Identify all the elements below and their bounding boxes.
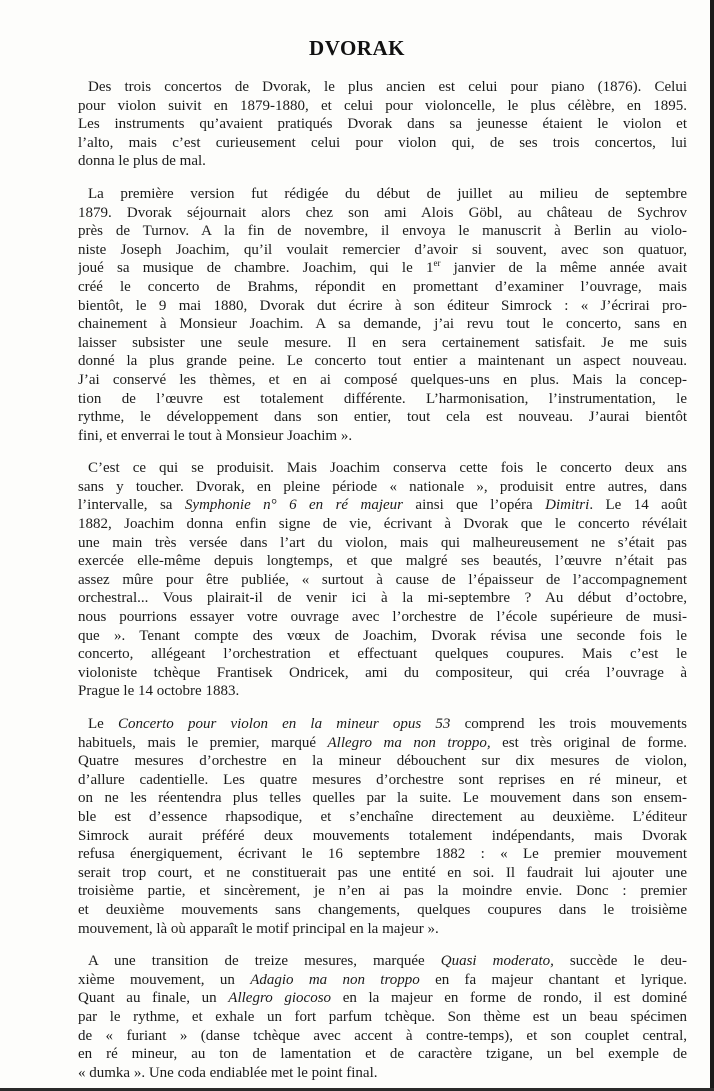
- paragraph: [78, 78, 687, 171]
- text-line: [78, 204, 687, 223]
- text-line: [78, 534, 687, 553]
- text-line: [78, 371, 687, 390]
- text-run: d’allure cadentielle. Les quatre mesures d’orchestre sont reprises en ré mineur, et: [78, 771, 687, 788]
- text-run: Prague le 14 octobre 1883.: [78, 683, 240, 700]
- superscript: er: [433, 259, 441, 269]
- text-run: troisième partie, et sincèrement, je n’en ai pas la moindre envie. Donc : premier: [78, 883, 687, 900]
- text-run: Les instruments qu’avaient pratiqués Dvorak dans sa jeunesse étaient le violon et: [78, 116, 687, 133]
- text-run: donné la plus grande peine. Le concerto tout entier a maintenant un aspect nouveau.: [78, 353, 687, 370]
- article-body: [78, 78, 687, 1091]
- text-run: l’alto, mais c’est curieusement celui pour violon qui, de ses trois concertos, lui: [78, 134, 687, 151]
- italic-title: Allegro giocoso: [228, 990, 332, 1007]
- text-line: [78, 222, 687, 241]
- text-line: [78, 682, 687, 701]
- text-line: [78, 571, 687, 590]
- text-run: bientôt, le 9 mai 1880, Dvorak dut écrire à son éditeur Simrock : « J’écrirai pro-: [78, 297, 687, 314]
- text-line: [78, 734, 687, 753]
- text-line: [78, 715, 687, 734]
- text-run: sans y toucher. Dvorak, en pleine période « nationale », produisit entre autres, dans: [78, 478, 687, 495]
- text-line: [78, 297, 687, 316]
- text-line: [78, 971, 687, 990]
- text-line: [78, 408, 687, 427]
- text-run: et deuxième mouvements sans changements, quelques coupures dans le troisième: [78, 901, 687, 918]
- text-line: [78, 478, 687, 497]
- text-run: Le: [88, 716, 118, 732]
- paragraph: [78, 459, 687, 701]
- text-run: janvier de la même année avait: [440, 260, 687, 277]
- text-line: [78, 1064, 687, 1083]
- text-run: nous pourrions essayer votre ouvrage avec l’orchestre de l’école supérieure de musi-: [78, 609, 687, 626]
- text-line: [78, 515, 687, 534]
- text-run: Simrock aurait préféré deux mouvements totalement indépendants, mais Dvorak: [78, 827, 687, 844]
- text-run: assez mûre pour être publiée, « surtout à cause de l’épaisseur de l’accompagnement: [78, 571, 687, 588]
- text-run: fini, et enverrai le tout à Monsieur Joachim ».: [78, 427, 353, 444]
- text-run: comprend les trois mouvements: [450, 716, 687, 732]
- text-run: que ». Tenant compte des vœux de Joachim, Dvorak révisa une seconde fois le: [78, 627, 687, 644]
- text-line: [78, 390, 687, 409]
- text-line: [78, 152, 687, 171]
- text-run: créé le concerto de Brahms, répondit en promettant d’examiner l’ouvrage, mais: [78, 278, 687, 295]
- text-run: habituels, mais le premier, marqué: [78, 734, 328, 751]
- italic-title: Allegro ma non troppo,: [327, 734, 491, 751]
- text-line: [78, 115, 687, 134]
- text-run: Des trois concertos de Dvorak, le plus ancien est celui pour piano (1876). Celui: [88, 79, 687, 95]
- text-line: [78, 334, 687, 353]
- text-line: [78, 664, 687, 683]
- text-line: [78, 552, 687, 571]
- text-run: rythme, le développement dans son entier, tout cela est nouveau. J’aurai bientôt: [78, 409, 687, 426]
- text-run: Quatre mesures d’orchestre en la mineur débouchent sur dix mesures de violon,: [78, 753, 687, 770]
- paragraph: [78, 715, 687, 938]
- text-run: ble est d’essence rhapsodique, et s’enchaîne directement au deuxième. L’éditeur: [78, 808, 687, 825]
- text-line: [78, 1027, 687, 1046]
- text-line: [78, 1008, 687, 1027]
- italic-title: Dimitri: [545, 497, 590, 514]
- text-run: près de Turnov. A la fin de novembre, il envoya le manuscrit à Berlin au violo-: [78, 223, 687, 240]
- text-run: exercée elle-même depuis longtemps, et que malgré ses beautés, l’œuvre n’était pas: [78, 553, 687, 570]
- text-run: en la majeur en forme de rondo, il est dominé: [331, 990, 687, 1007]
- text-line: [78, 97, 687, 116]
- text-line: [78, 185, 687, 204]
- text-line: [78, 952, 687, 971]
- text-run: « dumka ». Une coda endiablée met le point final.: [78, 1064, 378, 1081]
- text-run: J’ai conservé les thèmes, et en ai composé quelques-uns en plus. Mais la concep-: [78, 371, 687, 388]
- text-line: [78, 752, 687, 771]
- text-line: [78, 989, 687, 1008]
- text-line: [78, 352, 687, 371]
- text-line: [78, 278, 687, 297]
- paragraph: [78, 952, 687, 1082]
- text-run: l’intervalle, sa: [78, 497, 185, 514]
- text-run: en fa majeur chantant et lyrique.: [419, 971, 687, 988]
- scan-edge: [710, 0, 714, 1091]
- text-run: niste Joseph Joachim, qu’il voulait remercier d’avoir si souvent, avec son quatuor,: [78, 241, 687, 258]
- text-line: [78, 496, 687, 515]
- text-line: [78, 901, 687, 920]
- italic-title: Quasi moderato,: [440, 953, 554, 970]
- text-line: [78, 78, 687, 97]
- text-line: [78, 808, 687, 827]
- text-run: mouvement, là où apparaît le motif principal en la majeur ».: [78, 920, 439, 937]
- text-line: [78, 459, 687, 478]
- text-run: pour violon suivit en 1879-1880, et celui pour violoncelle, le plus célèbre, en 1895.: [78, 97, 687, 114]
- text-run: ainsi que l’opéra: [402, 497, 546, 514]
- text-run: refusa énergiquement, écrivant le 16 septembre 1882 : « Le premier mouvement: [78, 846, 687, 863]
- text-run: succède le deu-: [553, 953, 687, 970]
- text-line: [78, 920, 687, 939]
- text-run: on ne les réentendra plus telles quelles par la suite. Le mouvement dans son ensem-: [78, 790, 687, 807]
- text-run: joué sa musique de chambre. Joachim, qui le 1: [78, 260, 434, 277]
- text-line: [78, 608, 687, 627]
- italic-title: Adagio ma non troppo: [250, 971, 420, 988]
- text-run: serait trop court, et ne constituerait pas une entité en soi. Il faudrait lui ajouter une: [78, 864, 687, 881]
- text-run: 1882, Joachim donna enfin signe de vie, écrivant à Dvorak que le concerto révélait: [78, 516, 687, 533]
- text-line: [78, 427, 687, 446]
- text-line: [78, 589, 687, 608]
- text-line: [78, 827, 687, 846]
- page-title: DVORAK: [309, 36, 405, 60]
- text-run: est très original de forme.: [490, 734, 687, 751]
- text-run: en ré mineur, au ton de lamentation et de caractère tzigane, un bel exemple de: [78, 1046, 687, 1063]
- text-run: A une transition de treize mesures, marquée: [88, 953, 441, 970]
- italic-title: Concerto pour violon en la mineur opus 53: [117, 716, 451, 732]
- text-run: C’est ce qui se produisit. Mais Joachim conserva cette fois le concerto deux ans: [88, 460, 687, 477]
- text-run: concerto, allégeant l’orchestration et effectuant quelques coupures. Mais c’est le: [78, 646, 687, 663]
- text-run: La première version fut rédigée du début de juillet au milieu de septembre: [88, 185, 687, 202]
- italic-title: Symphonie n° 6 en ré majeur: [184, 497, 403, 514]
- text-run: tion de l’œuvre est totalement différente. L’harmonisation, l’instrumentation, le: [78, 390, 687, 407]
- text-run: par le rythme, et exhale un fort parfum tchèque. Son thème est un beau spécimen: [78, 1008, 687, 1025]
- text-run: . Le 14 août: [589, 497, 687, 514]
- text-line: [78, 1045, 687, 1064]
- text-line: [78, 259, 687, 278]
- text-run: xième mouvement, un: [78, 971, 251, 988]
- text-line: [78, 864, 687, 883]
- text-run: Quant au finale, un: [78, 990, 229, 1007]
- text-line: [78, 882, 687, 901]
- text-run: chainement à Monsieur Joachim. A sa demande, j’ai revu tout le concerto, sans en: [78, 316, 687, 333]
- text-run: de « furiant » (danse tchèque avec accent à contre-temps), et son couplet central,: [78, 1027, 687, 1044]
- text-line: [78, 241, 687, 260]
- text-line: [78, 789, 687, 808]
- text-line: [78, 771, 687, 790]
- text-run: 1879. Dvorak séjournait alors chez son ami Alois Göbl, au château de Sychrov: [78, 204, 687, 221]
- text-line: [78, 134, 687, 153]
- text-run: orchestral... Vous plairait-il de venir ici à la mi-septembre ? Au début d’octobre,: [78, 590, 687, 607]
- text-run: violoniste tchèque Frantisek Ondricek, ami du compositeur, qui créa l’ouvrage à: [78, 664, 687, 681]
- text-line: [78, 645, 687, 664]
- text-line: [78, 845, 687, 864]
- paragraph: [78, 185, 687, 445]
- text-run: laisser subsister une seule mesure. Il en sera certainement satisfait. Je me suis: [78, 334, 687, 351]
- text-run: donna le plus de mal.: [78, 153, 206, 170]
- text-line: [78, 627, 687, 646]
- text-run: une main très versée dans l’art du violon, mais qui malheureusement ne s’était pas: [78, 534, 687, 551]
- text-line: [78, 315, 687, 334]
